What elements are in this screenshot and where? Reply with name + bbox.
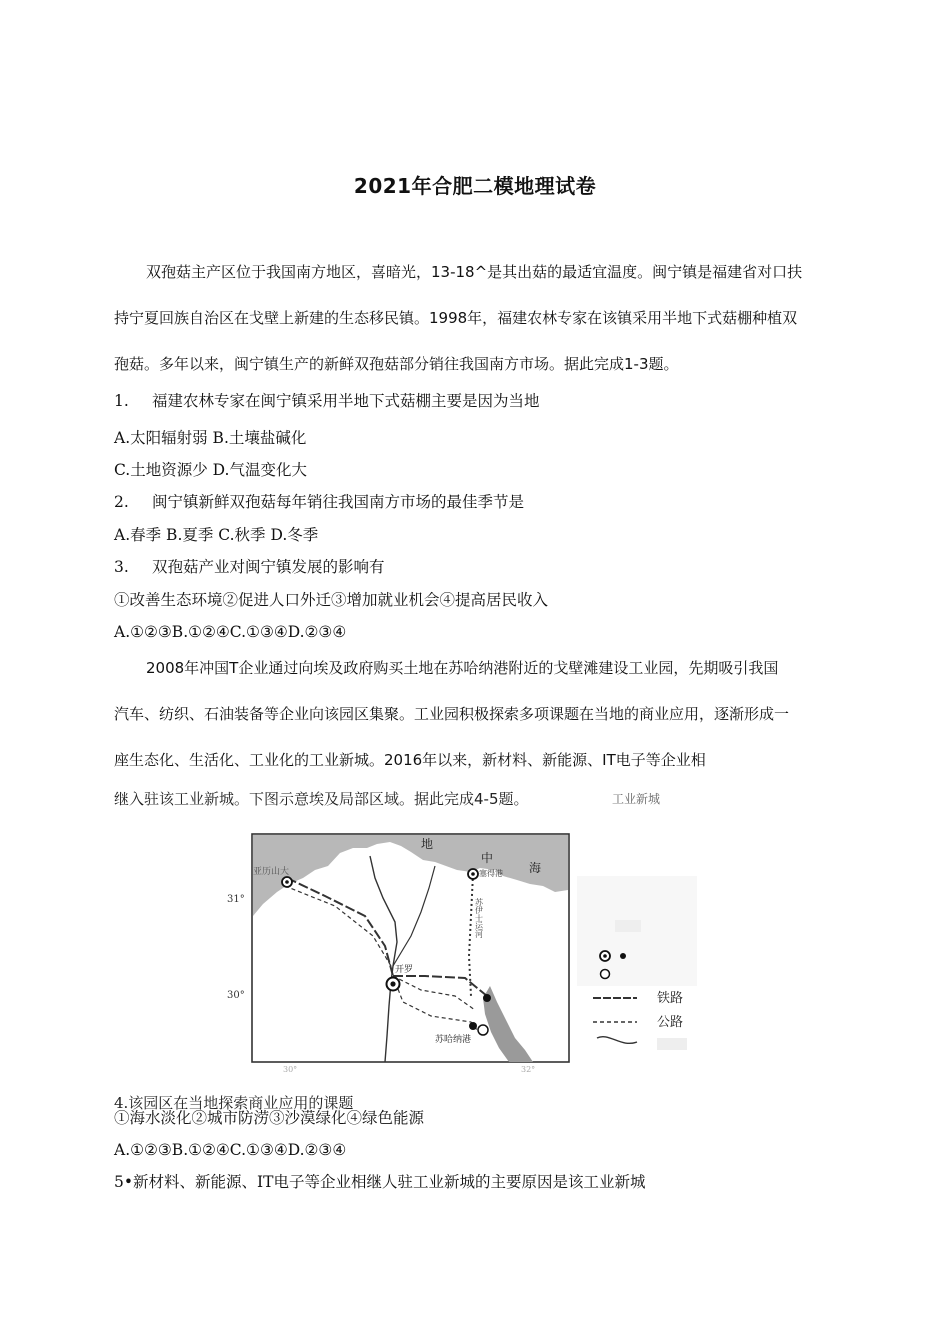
alexandria-label: 亚历山大: [253, 867, 290, 877]
map-legend: [577, 876, 697, 1050]
intro-2-line-3: 座生态化、生活化、工业化的工业新城。2016年以来，新材料、新能源、IT电子等企业相: [114, 751, 706, 769]
intro-2-line-1: 2008年冲国T企业通过向埃及政府购买土地在苏哈纳港附近的戈壁滩建设工业园，先期吸引我国: [146, 659, 779, 677]
question-3: [114, 556, 854, 578]
intro-2-line-2: 汽车、纺织、石油装备等企业向该园区集聚。工业园积极探索多项课题在当地的商业应用，逐渐形成一: [114, 705, 790, 723]
ain-sokhna-port: [469, 1022, 477, 1030]
lat-31-label: 31°: [227, 894, 245, 905]
question-1-number: 1.: [114, 392, 129, 410]
intro-passage-1: [114, 249, 840, 387]
cut-off-line: [114, 790, 854, 811]
sea-label-di: 地: [421, 837, 434, 851]
lon-left-label: 30°: [283, 1065, 298, 1074]
ain-sokhna-label: 苏哈纳港: [435, 1035, 472, 1045]
question-1-options-a: A.太阳辐射弱 B.土壤盐碱化: [114, 429, 307, 447]
intro-passage-2: [114, 645, 840, 783]
question-2: [114, 491, 854, 513]
legend-new-city-symbol: [601, 970, 610, 979]
port-said-label: 塞得港: [479, 869, 503, 878]
question-3-options: A.①②③B.①②④C.①③④D.②③④: [114, 623, 347, 641]
lon-right-label: 32°: [521, 1065, 536, 1074]
question-1-options-b: C.土地资源少 D.气温变化大: [114, 461, 307, 479]
legend-rail-label: 铁路: [657, 991, 684, 1006]
question-3-items: ①改善生态环境②促进人口外迁③增加就业机会④提高居民收入: [114, 591, 549, 609]
question-4-items: ①海水淡化②城市防涝③沙漠绿化④绿色能源: [114, 1109, 425, 1127]
cut-off-line-text: 继入驻该工业新城。下图示意埃及局部区域。据此完成4-5题。: [114, 790, 529, 808]
question-4-text: 4.该园区在当地探索商业应用的课题: [114, 1094, 354, 1112]
egypt-region-map: [225, 826, 715, 1076]
cut-off-legend-title: 工业新城: [612, 792, 661, 806]
legend-river-symbol: [597, 1037, 637, 1044]
question-2-text: 闽宁镇新鲜双孢菇每年销往我国南方市场的最佳季节是: [152, 493, 525, 511]
lat-30-label: 30°: [227, 990, 245, 1001]
legend-road-label: 公路: [657, 1015, 684, 1030]
question-3-text: 双孢菇产业对闽宁镇发展的影响有: [152, 558, 385, 576]
question-2-number: 2.: [114, 493, 129, 511]
cairo-label: 开罗: [395, 965, 414, 975]
question-1: [114, 390, 854, 412]
question-4-cut-off: [114, 1089, 614, 1112]
intro-1-line-3: 孢菇。多年以来，闽宁镇生产的新鲜双孢菇部分销往我国南方市场。据此完成1-3题。: [114, 355, 679, 373]
question-2-options: A.春季 B.夏季 C.秋季 D.冬季: [114, 526, 319, 544]
sea-label-hai: 海: [529, 861, 542, 875]
sea-label-zhong: 中: [481, 851, 494, 865]
question-3-number: 3.: [114, 558, 129, 576]
intro-1-line-1: 双孢菇主产区位于我国南方地区，喜暗光，13-18^是其出菇的最适宜温度。闽宁镇是福建省对口扶: [146, 263, 803, 281]
suez-canal-label: 苏伊士运河: [474, 898, 484, 938]
industrial-new-city: [478, 1025, 488, 1035]
question-4-options: A.①②③B.①②④C.①③④D.②③④: [114, 1141, 347, 1159]
question-1-text: 福建农林专家在闽宁镇采用半地下式菇棚主要是因为当地: [152, 392, 540, 410]
question-5: 5•新材料、新能源、IT电子等企业相继人驻工业新城的主要原因是该工业新城: [114, 1173, 646, 1191]
intro-1-line-2: 持宁夏回族自治区在戈壁上新建的生态移民镇。1998年，福建农林专家在该镇采用半地下式菇棚种植双: [114, 309, 798, 327]
suez-city: [483, 994, 491, 1002]
page-title: 2021年合肥二模地理试卷: [353, 174, 597, 198]
